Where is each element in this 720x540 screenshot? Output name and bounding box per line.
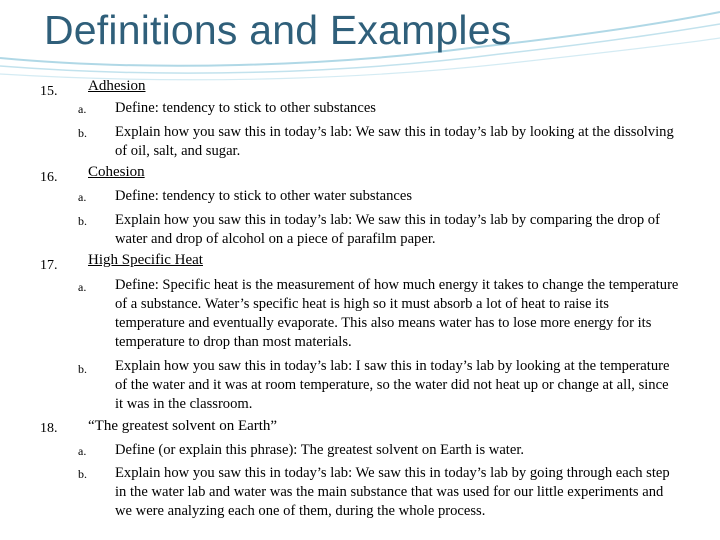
- slide-title: Definitions and Examples: [44, 7, 512, 53]
- sub-item-text: Explain how you saw this in today’s lab: I saw this in today’s lab by looking at the temperature of the water and it was at room temperature, so the water did not heat up or change at all, since it was in the classroom.: [115, 358, 670, 412]
- item-heading: Cohesion: [88, 164, 145, 180]
- sub-marker: a.: [78, 102, 87, 116]
- item-number: 17.: [40, 258, 58, 273]
- sub-marker: b.: [78, 362, 87, 376]
- item-heading: “The greatest solvent on Earth”: [88, 418, 278, 434]
- item-heading: Adhesion: [88, 78, 146, 94]
- sub-marker: b.: [78, 214, 87, 228]
- sub-item-text: Define: tendency to stick to other water substances: [115, 188, 413, 204]
- sub-item-text: Explain how you saw this in today’s lab: We saw this in today’s lab by comparing the drop of water and drop of alcohol on a piece of parafilm paper.: [115, 212, 660, 247]
- sub-marker: a.: [78, 444, 87, 458]
- sub-item-text: Explain how you saw this in today’s lab: We saw this in today’s lab by looking at the dissolving of oil, salt, and sugar.: [115, 124, 674, 159]
- item-number: 18.: [40, 421, 58, 436]
- sub-marker: b.: [78, 126, 87, 140]
- item-heading: High Specific Heat: [88, 252, 203, 268]
- sub-item-text: Define (or explain this phrase): The greatest solvent on Earth is water.: [115, 442, 525, 458]
- item-number: 16.: [40, 170, 58, 185]
- sub-marker: a.: [78, 280, 87, 294]
- item-number: 15.: [40, 84, 58, 99]
- sub-marker: a.: [78, 190, 87, 204]
- sub-item-text: Define: tendency to stick to other substances: [115, 100, 376, 116]
- sub-marker: b.: [78, 467, 87, 481]
- sub-item-text: Define: Specific heat is the measurement of how much energy it takes to change the temperature of a substance. Water’s specific heat is high so it must absorb a lot of heat to raise its temperature and eventually evaporate. This also means water has to lose more energy for its temperature to drop than most materials.: [115, 277, 679, 350]
- sub-item-text: Explain how you saw this in today’s lab: We saw this in today’s lab by going through each step in the water lab and water was the main substance that was used for our little experiments and we were analyzing each one of them, during the whole process.: [115, 465, 670, 519]
